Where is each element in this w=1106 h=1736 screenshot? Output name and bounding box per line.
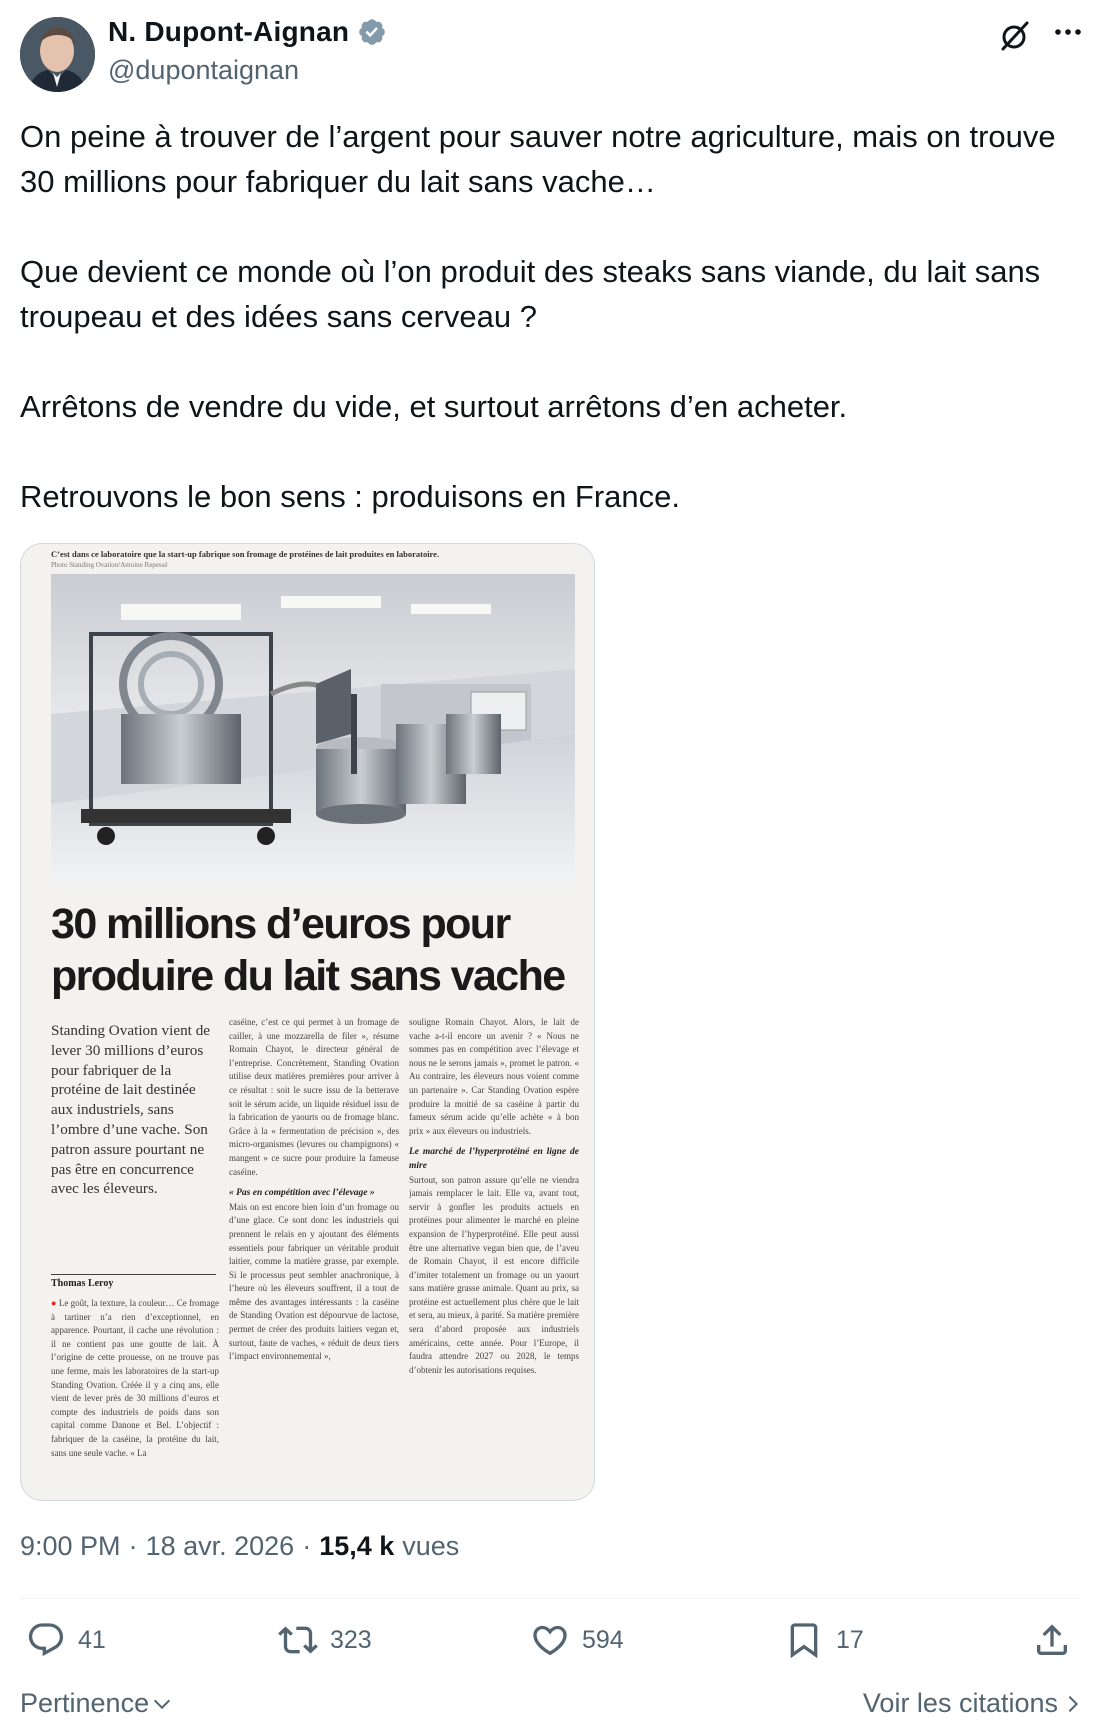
- divider: [20, 1598, 1080, 1599]
- avatar-photo: [20, 17, 95, 92]
- tweet-meta: [20, 1531, 459, 1562]
- article-byline: Thomas Leroy: [51, 1274, 216, 1289]
- bookmark-count: 17: [836, 1625, 864, 1654]
- reply-icon: [26, 1620, 66, 1660]
- article-headline: [51, 898, 581, 1002]
- verified-badge-icon: [357, 17, 387, 47]
- article-photo-caption: C’est dans ce laboratoire que la start-up fabrique son fromage de protéines de lait produites en laboratoire.: [51, 549, 440, 559]
- article-headline-line: produire du lait sans vache: [51, 952, 565, 1000]
- chevron-right-icon: [1062, 1693, 1084, 1715]
- article-column-text: Surtout, son patron assure qu’elle ne viendra jamais remplacer le lait. Elle va, avant tout, servir à gonfler les produits actuels en protéines pour alimenter le marché en pleine expansion de l’hyperprotéiné. Elle peut aussi être une alternative vegan bien que, de l’aveu de Romain Chayot, il est encore difficile d’imiter totalement un fromage ou un yaourt sans matière grasse animale. Quant au prix, sa protéine est actuellement plus chère que le lait et sera, au mieux, à parité. Sa matière première sera d’abord proposée aux industriels américains, cette année. Pour l’Europe, il faudra attendre 2027 ou 2028, le temps d’obtenir les autorisations requises.: [409, 1174, 579, 1375]
- article-column-text: Le goût, la texture, la couleur… Ce fromage à tartiner n’a rien d’exceptionnel, en apparence. Pourtant, il cache une révolution : il ne contient pas une goutte de lait. À l’origine de cette prouesse, on ne trouve pas une ferme, mais les laboratoires de la start-up Standing Ovation. Créée il y a cinq ans, elle vient de lever près de 30 millions d’euros et compte des industriels de poids dans son capital comme Danone et Bel. L’objectif : fabriquer de la caséine, la protéine du lait, sans une seule vache. « La: [51, 1298, 219, 1458]
- sort-label: Pertinence: [20, 1688, 150, 1718]
- author-name-row[interactable]: [108, 16, 387, 48]
- bullet-dot-icon: ●: [51, 1298, 59, 1308]
- tweet-date[interactable]: 18 avr. 2026: [145, 1531, 295, 1561]
- tweet-paragraph: On peine à trouver de l’argent pour sauver notre agriculture, mais on trouve 30 millions pour fabriquer du lait sans vache…: [20, 119, 1065, 199]
- article-column: [51, 1297, 219, 1492]
- retweet-icon: [278, 1620, 318, 1660]
- like-count: 594: [582, 1625, 624, 1654]
- more-options-icon[interactable]: [1050, 18, 1086, 54]
- reply-button[interactable]: [26, 1620, 106, 1660]
- article-column-text: caséine, c’est ce qui permet à un fromage de cailler, à une mozzarella de filer », résume Romain Chayot, le directeur général de l’entreprise. Concrètement, Standing Ovation utilise deux matières premières pour arriver à ce résultat : soit le sucre issu de la betterave soit le sérum acide, un liquide résiduel issu de la fabrication de yaourts ou de fromage blanc. Grâce à la « fermentation de précision », des micro-organismes (levures ou champignons) « mangent » ce sucre pour produire la fameuse caséine.: [229, 1017, 399, 1177]
- avatar[interactable]: [20, 17, 95, 92]
- view-quotes-link[interactable]: [863, 1688, 1084, 1719]
- like-button[interactable]: [530, 1620, 624, 1660]
- article-subheading: Le marché de l’hyperprotéiné en ligne de mire: [409, 1147, 579, 1171]
- action-bar: [20, 1620, 1086, 1670]
- sort-dropdown[interactable]: [20, 1688, 173, 1719]
- attached-image[interactable]: [20, 543, 595, 1501]
- article-column: [229, 1016, 399, 1492]
- article-subheading: « Pas en compétition avec l’élevage »: [229, 1188, 375, 1199]
- author-display-name[interactable]: N. Dupont-Aignan: [108, 16, 350, 47]
- retweet-button[interactable]: [278, 1620, 372, 1660]
- laboratory-photo: [51, 574, 575, 886]
- share-icon: [1032, 1620, 1072, 1660]
- heart-icon: [530, 1620, 570, 1660]
- article-column-text: souligne Romain Chayot. Alors, le lait de vache a-t-il encore un avenir ? « Nous ne sommes pas en compétition avec l’élevage et nous ne le serons jamais », promet le patron. « Au contraire, les éleveurs nous voient comme un partenaire ». Car Standing Ovation espère produire la moitié de sa caséine à partir du fameux sérum acide qu’elle achète « à bon prix » aux éleveurs ou industriels.: [409, 1017, 579, 1136]
- views-label: vues: [402, 1531, 460, 1561]
- share-button[interactable]: [1032, 1620, 1072, 1660]
- meta-separator: ·: [302, 1531, 312, 1561]
- article-headline-line: 30 millions d’euros pour: [51, 900, 510, 948]
- tweet-paragraph: Retrouvons le bon sens : produisons en France.: [20, 479, 680, 514]
- tweet-paragraph: Arrêtons de vendre du vide, et surtout arrêtons d’en acheter.: [20, 389, 848, 424]
- reply-count: 41: [78, 1625, 106, 1654]
- bookmark-icon: [784, 1620, 824, 1660]
- author-handle[interactable]: @dupontaignan: [108, 55, 300, 85]
- tweet-text: [20, 114, 1080, 519]
- article-column-text: Mais on est encore bien loin d’un fromage ou d’une glace. Ce sont donc les industriels qui prennent le relais en y ajoutant des éléments essentiels pour fabriquer un véritable produit laitier, comme la matière grasse, par exemple. Si le processus peut sembler anachronique, à l’heure où les éleveurs souffrent, il a tout de même des avantages intéressants : la caséine de Standing Ovation est dépourvue de lactose, permet de créer des produits laitiers vegan et, surtout, faute de vaches, « réduit de deux tiers l’impact environnemental »,: [229, 1201, 399, 1362]
- views-count: 15,4 k: [319, 1531, 395, 1561]
- article-lead: Standing Ovation vient de lever 30 millions d’euros pour fabriquer de la protéine de lait destinée aux industriels, sans l’ombre d’une vache. Son patron assure pourtant ne pas être en concurrence avec les éleveurs.: [51, 1022, 211, 1198]
- article-column: [409, 1016, 579, 1492]
- retweet-count: 323: [330, 1625, 372, 1654]
- article-photo-credit: Photo Standing Ovation/Antoine Repessé: [51, 561, 168, 569]
- meta-separator: ·: [128, 1531, 138, 1561]
- view-quotes-label: Voir les citations: [862, 1688, 1058, 1718]
- bookmark-button[interactable]: [784, 1620, 864, 1660]
- tweet-paragraph: Que devient ce monde où l’on produit des steaks sans viande, du lait sans troupeau et des idées sans cerveau ?: [20, 254, 1049, 334]
- grok-icon[interactable]: [997, 18, 1033, 54]
- chevron-down-icon: [151, 1693, 173, 1715]
- tweet-time[interactable]: 9:00 PM: [20, 1531, 121, 1561]
